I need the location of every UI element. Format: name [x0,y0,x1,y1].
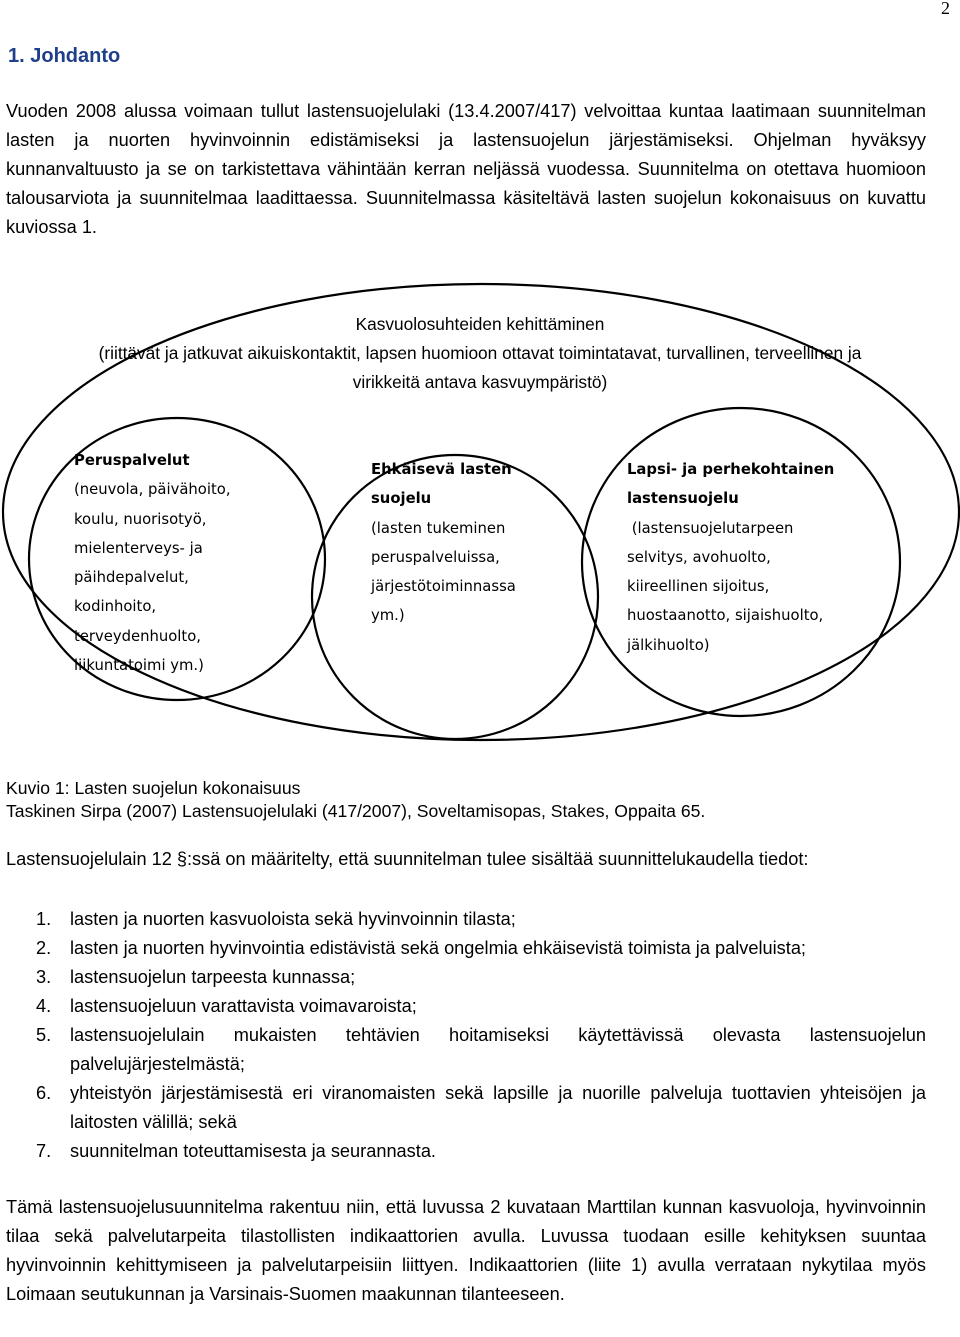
circle-1-title: Peruspalvelut [74,452,190,469]
circle-2-title: suojelu [371,490,432,508]
list-item [6,992,926,1021]
circle-2-title: Ehkäisevä lasten [371,461,512,478]
list-item-text: yhteistyön järjestämisestä eri viranomaisten sekä lapsille ja nuorille palveluja tuottavien yhteisöjen ja laitosten välillä; sekä [70,1083,926,1132]
figure-source: Taskinen Sirpa (2007) Lastensuojelulaki (417/2007), Soveltamisopas, Stakes, Oppaita 65. [6,801,706,821]
circle-1-line: liikuntatoimi ym.) [74,657,204,675]
list-item-number: 1. [36,909,52,929]
circle-2-line: peruspalveluissa, [371,548,500,566]
circle-3-line: selvitys, avohuolto, [627,548,771,566]
list-item-text: lastensuojelulain mukaisten tehtävien hoitamiseksi käytettävissä olevasta lastensuojelun palvelujärjestelmästä; [70,1025,926,1074]
circle-1-line: koulu, nuorisotyö, [74,510,207,528]
intro-paragraph: Vuoden 2008 alussa voimaan tullut lastensuojelulaki (13.4.2007/417) velvoittaa kuntaa laatimaan suunnitelman lasten ja nuorten hyvinvoinnin edistämiseksi ja lastensuojelun järjestämiseksi. Ohjelman hyväksyy kunnanvaltuusto ja se on tarkistettava vähintään kerran neljässä vuodessa. Suunnitelma on otettava huomioon talousarviota ja suunnitelmaa laadittaessa. Suunnitelmassa käsiteltävä lasten suojelun kokonaisuus on kuvattu kuviossa 1. [6,101,926,237]
circle-1-line: terveydenhuolto, [74,627,201,645]
circle-1-line: mielenterveys- ja [74,539,203,557]
list-item-number: 3. [36,967,52,987]
page-number: 2 [941,0,950,18]
circle-2-line: (lasten tukeminen [371,519,506,537]
circle-2-text [371,455,516,631]
circle-3-text [627,455,834,660]
list-item-text: suunnitelman toteuttamisesta ja seurannasta. [70,1141,436,1161]
circle-1-line: (neuvola, päivähoito, [74,481,231,499]
outer-description: (riittävät ja jatkuvat aikuiskontaktit, lapsen huomioon ottavat toimintatavat, turvallinen, terveellinen ja virikkeitä antava kasvuympäristö) [98,343,862,392]
section-heading: 1. Johdanto [8,45,121,67]
law-intro-paragraph: Lastensuojelulain 12 §:ssä on määritelty, että suunnitelman tulee sisältää suunnittelukaudella tiedot: [6,849,809,869]
list-item-number: 2. [36,938,52,958]
list-item-text: lasten ja nuorten hyvinvointia edistävistä sekä ongelmia ehkäisevistä toimista ja palveluista; [70,938,806,958]
circle-1-line: päihdepalvelut, [74,569,189,587]
circle-2-line: järjestötoiminnassa [371,578,516,596]
outer-ellipse-text [80,310,880,397]
circle-3-line: jälkihuolto) [627,636,710,654]
closing-paragraph: Tämä lastensuojelusuunnitelma rakentuu niin, että luvussa 2 kuvataan Marttilan kunnan kasvuoloja, hyvinvoinnin tilaa sekä palvelutarpeita tilastollisten indikaattorien avulla. Luvussa tuodaan esille kehityksen suuntaa hyvinvoinnin kehittymiseen ja palvelutarpeisiin liittyen. Indikaattorien (liite 1) avulla verrataan nykytilaa myös Loimaan seutukunnan ja Varsinais-Suomen maakunnan tilanteeseen. [6,1197,926,1304]
circle-3-title: lastensuojelu [627,490,739,508]
circle-2-line: ym.) [371,607,405,625]
list-item-number: 6. [36,1083,52,1103]
law-requirements-list [6,905,926,1166]
list-item [6,1137,926,1166]
list-item-number: 4. [36,996,52,1016]
circle-3-title: Lapsi- ja perhekohtainen [627,461,835,478]
list-item [6,934,926,963]
outer-title: Kasvuolosuhteiden kehittäminen [355,314,605,334]
list-item-number: 5. [36,1025,52,1045]
circle-1-text [74,446,231,680]
circle-1-line: kodinhoito, [74,598,157,616]
diagram-child-protection [0,280,960,770]
circle-3-line: kiireellinen sijoitus, [627,578,770,596]
list-item [6,905,926,934]
list-item [6,1021,926,1079]
list-item [6,1079,926,1137]
circle-3-line: huostaanotto, sijaishuolto, [627,607,824,625]
list-item [6,963,926,992]
list-item-text: lasten ja nuorten kasvuoloista sekä hyvinvoinnin tilasta; [70,909,516,929]
circle-3-line: (lastensuojelutarpeen [627,519,794,537]
list-item-text: lastensuojelun tarpeesta kunnassa; [70,967,356,987]
list-item-number: 7. [36,1141,52,1161]
figure-caption: Kuvio 1: Lasten suojelun kokonaisuus [6,778,301,798]
list-item-text: lastensuojeluun varattavista voimavaroista; [70,996,417,1016]
